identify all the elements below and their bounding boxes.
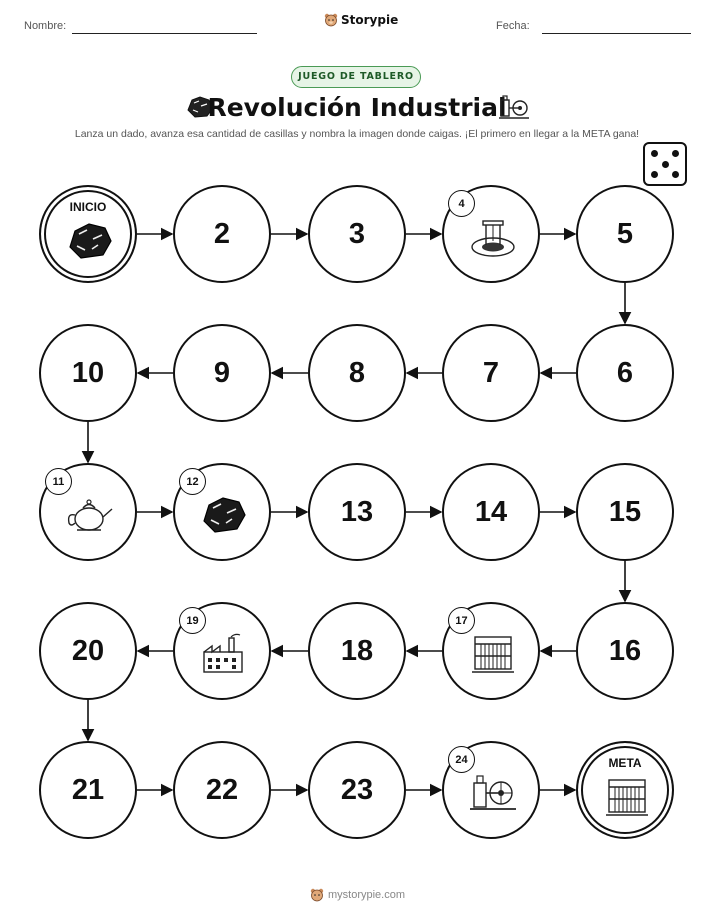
mine-shaft-icon (468, 215, 518, 263)
board-space (39, 741, 137, 839)
storypie-bear-icon (310, 888, 324, 902)
teapot-icon (65, 493, 115, 541)
steam-engine-icon (468, 771, 518, 819)
space-number: 15 (608, 495, 642, 528)
space-number: 4 (448, 190, 475, 217)
brand-name: Storypie (341, 13, 399, 27)
finish-space (576, 741, 674, 839)
board-space (39, 602, 137, 700)
space-number: 12 (179, 468, 206, 495)
loom-icon (602, 775, 652, 823)
board-space (442, 463, 540, 561)
board-space (576, 463, 674, 561)
board-space (308, 602, 406, 700)
space-number: 7 (482, 356, 500, 389)
start-space (39, 185, 137, 283)
loom-icon (468, 632, 518, 680)
space-number: 9 (213, 356, 231, 389)
board-space (173, 463, 271, 561)
board-space (39, 463, 137, 561)
instructions: Lanza un dado, avanza esa cantidad de casillas y nombra la imagen donde caigas. ¡El primero en llegar a la META gana! (74, 128, 640, 140)
board-space (442, 602, 540, 700)
space-number: 5 (616, 217, 634, 250)
board-space (442, 185, 540, 283)
space-number: 13 (340, 495, 374, 528)
board-space (576, 324, 674, 422)
board-space (576, 602, 674, 700)
footer-url[interactable]: mystorypie.com (328, 889, 406, 901)
factory-icon (199, 632, 249, 680)
space-number: 11 (45, 468, 72, 495)
board-space (576, 185, 674, 283)
space-label: INICIO (69, 200, 107, 214)
game-type-badge: JUEGO DE TABLERO (291, 66, 421, 88)
space-number: 2 (213, 217, 231, 250)
board-space (442, 741, 540, 839)
space-number: 22 (205, 773, 239, 806)
space-number: 6 (616, 356, 634, 389)
name-label: Nombre: (24, 20, 67, 32)
board-space (308, 463, 406, 561)
space-number: 16 (608, 634, 642, 667)
coal-icon (199, 493, 249, 541)
date-label: Fecha: (496, 20, 530, 32)
space-number: 19 (179, 607, 206, 634)
board-space (173, 602, 271, 700)
board-space (173, 741, 271, 839)
coal-icon (65, 219, 115, 267)
space-number: 21 (71, 773, 105, 806)
space-number: 10 (71, 356, 105, 389)
footer (310, 888, 405, 902)
space-number: 23 (340, 773, 374, 806)
board-space (39, 324, 137, 422)
space-number: 18 (340, 634, 374, 667)
board-space (308, 185, 406, 283)
space-number: 3 (348, 217, 366, 250)
board-space (173, 324, 271, 422)
page-title: Revolución Industrial (207, 93, 507, 122)
space-number: 17 (448, 607, 475, 634)
board-space (308, 324, 406, 422)
board-space (308, 741, 406, 839)
board-space (173, 185, 271, 283)
space-number: 14 (474, 495, 508, 528)
board-space (442, 324, 540, 422)
space-number: 20 (71, 634, 105, 667)
space-label: META (608, 756, 642, 770)
space-number: 8 (348, 356, 366, 389)
space-number: 24 (448, 746, 475, 773)
